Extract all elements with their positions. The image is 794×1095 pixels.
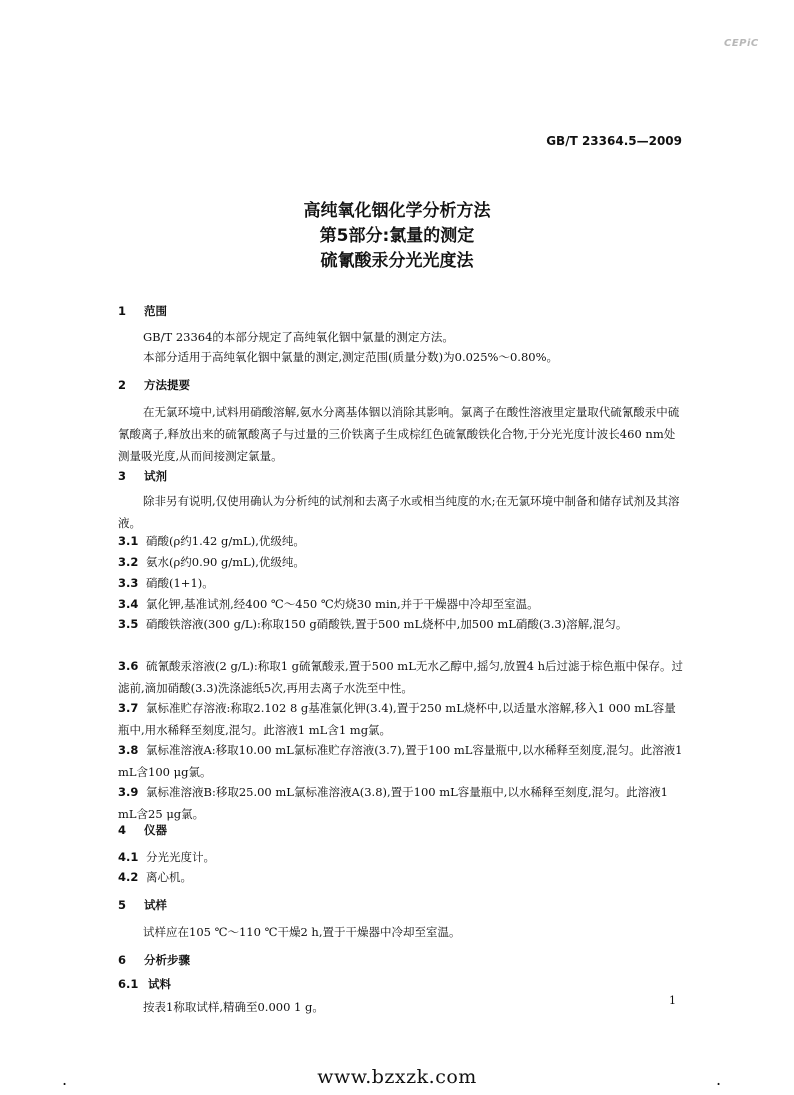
section-5-paragraph: 试样应在105 ℃～110 ℃干燥2 h,置于干燥器中冷却至室温。 [143,925,461,939]
section-2-heading [118,377,190,393]
item-number: 4.1 [118,850,139,864]
item-text: 氯标准溶液A:移取10.00 mL氯标准贮存溶液(3.7),置于100 mL容量瓶中,以水稀释至刻度,混匀。此溶液1 mL含100 μg氯。 [118,743,683,779]
list-item [118,866,684,888]
list-item [118,551,684,573]
section-title: 范围 [144,304,167,318]
section-4-heading [118,822,167,838]
item-text: 硝酸(1+1)。 [146,576,214,590]
doc-title-line-3: 硫氰酸汞分光光度法 [320,251,474,271]
section-title: 分析步骤 [144,953,190,967]
section-title: 试剂 [144,469,167,483]
subsection-title: 试料 [148,977,171,991]
subsection-6-1-paragraph: 按表1称取试样,精确至0.000 1 g。 [143,1000,324,1014]
item-number: 3.7 [118,701,139,715]
item-number: 3.6 [118,659,139,673]
section-number: 1 [118,304,127,318]
subsection-number: 6.1 [118,977,139,991]
section-3-heading [118,468,167,484]
item-text: 氯化钾,基准试剂,经400 ℃～450 ℃灼烧30 min,并于干燥器中冷却至室温。 [146,597,539,611]
section-title: 仪器 [144,823,167,837]
item-text: 硝酸铁溶液(300 g/L):称取150 g硝酸铁,置于500 mL烧杯中,加500 mL硝酸(3.3)溶解,混匀。 [146,617,628,631]
section-2-paragraph: 在无氯环境中,试料用硝酸溶解,氨水分离基体铟以消除其影响。氯离子在酸性溶液里定量取代硫氰酸汞中硫氰酸离子,释放出来的硫氰酸离子与过量的三价铁离子生成棕红色硫氰酸铁化合物,于分光光度计波长460 nm处测量吸光度,从而间接测定氯量。 [118,405,680,463]
section-1-heading [118,303,167,319]
section-1-paragraph-1: GB/T 23364的本部分规定了高纯氧化铟中氯量的测定方法。 [143,330,454,344]
item-number: 3.5 [118,617,139,631]
section-number: 2 [118,378,127,392]
item-text: 氯标准贮存溶液:称取2.102 8 g基准氯化钾(3.4),置于250 mL烧杯中,以适量水溶解,移入1 000 mL容量瓶中,用水稀释至刻度,混匀。此溶液1 mL含1 mg氯。 [118,701,676,737]
footer-url: www.bzxzk.com [317,1066,477,1088]
list-item [118,739,684,783]
item-number: 3.8 [118,743,139,757]
list-item [118,613,684,635]
item-text: 氯标准溶液B:移取25.00 mL氯标准溶液A(3.8),置于100 mL容量瓶中,以水稀释至刻度,混匀。此溶液1 mL含25 μg氯。 [118,785,668,821]
section-5-heading [118,897,167,913]
item-number: 3.3 [118,576,139,590]
footer-dot-right: . [716,1070,722,1089]
list-item [118,572,684,594]
item-number: 3.9 [118,785,139,799]
list-item [118,530,684,552]
item-number: 3.4 [118,597,139,611]
item-number: 3.2 [118,555,139,569]
section-1-paragraph-2: 本部分适用于高纯氧化铟中氯量的测定,测定范围(质量分数)为0.025%～0.80%。 [143,350,559,364]
section-number: 5 [118,898,127,912]
section-6-heading [118,952,190,968]
list-item [118,697,684,741]
item-number: 4.2 [118,870,139,884]
list-item [118,781,684,825]
doc-title-line-2: 第5部分:氯量的测定 [319,226,475,246]
list-item [118,846,684,868]
item-text: 分光光度计。 [146,850,215,864]
item-text: 氨水(ρ约0.90 g/mL),优级纯。 [146,555,305,569]
standard-number: GB/T 23364.5—2009 [546,134,682,148]
section-number: 4 [118,823,127,837]
subsection-6-1-heading [118,976,171,992]
item-text: 硝酸(ρ约1.42 g/mL),优级纯。 [146,534,305,548]
item-text: 硫氰酸汞溶液(2 g/L):称取1 g硫氰酸汞,置于500 mL无水乙醇中,摇匀,放置4 h后过滤于棕色瓶中保存。过滤前,滴加硝酸(3.3)洗涤滤纸5次,再用去离子水洗至中性。 [118,659,684,695]
section-3-paragraph: 除非另有说明,仅使用确认为分析纯的试剂和去离子水或相当纯度的水;在无氯环境中制备和储存试剂及其溶液。 [118,494,680,530]
page-number: 1 [669,994,676,1007]
list-item [118,655,684,699]
doc-title-line-1: 高纯氧化铟化学分析方法 [303,201,491,221]
item-number: 3.1 [118,534,139,548]
section-number: 3 [118,469,127,483]
section-number: 6 [118,953,127,967]
section-title: 试样 [144,898,167,912]
section-title: 方法提要 [144,378,190,392]
list-item [118,593,684,615]
footer-dot-left: . [62,1070,68,1089]
publisher-logo: CEPiC [724,38,759,49]
item-text: 离心机。 [146,870,192,884]
